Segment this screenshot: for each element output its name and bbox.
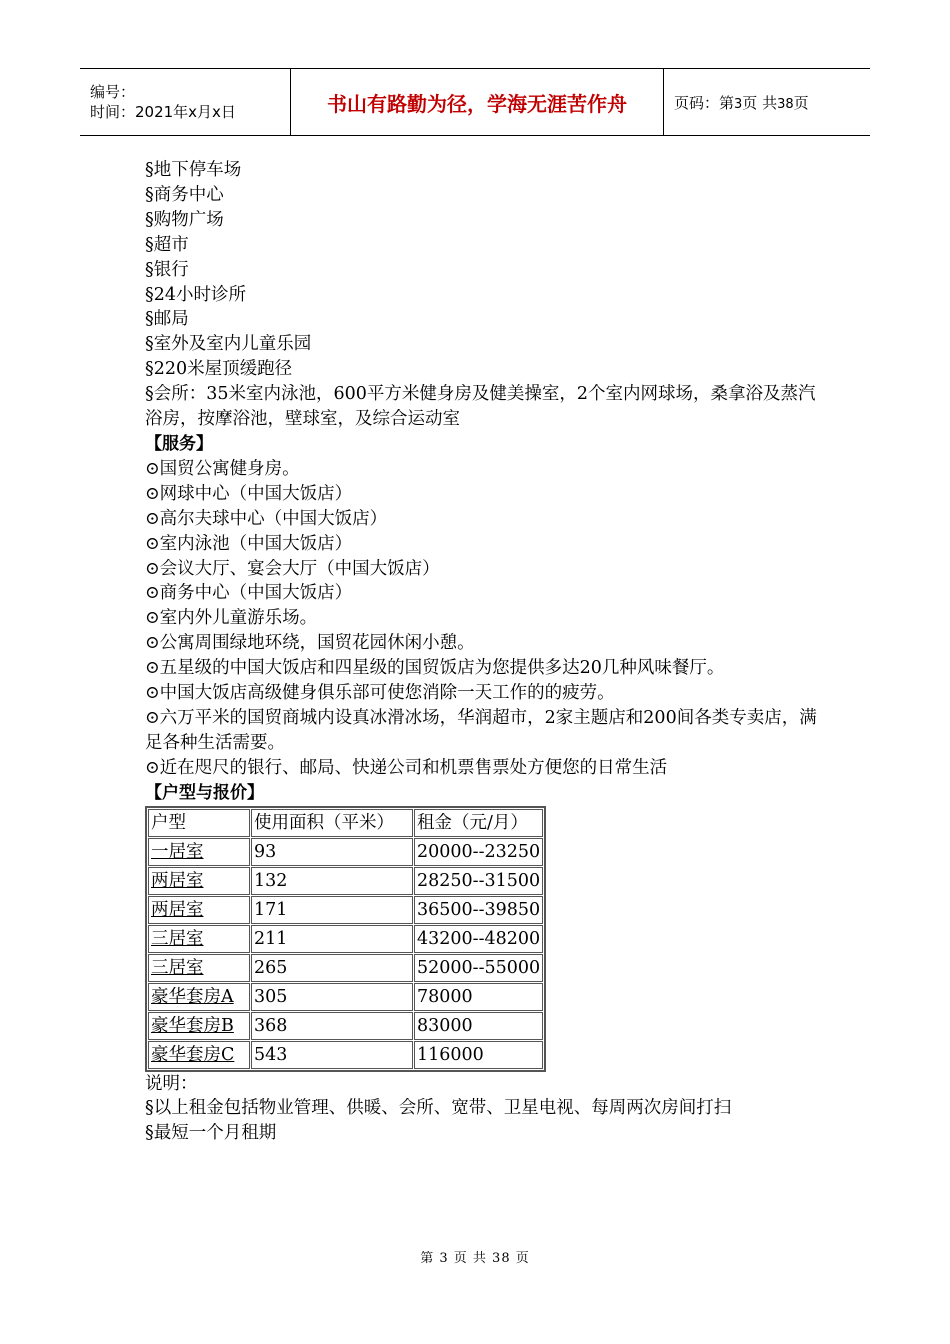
doc-time-label: 时间：2021年x月x日 [90, 103, 236, 121]
table-row [148, 1012, 543, 1040]
note-item: §以上租金包括物业管理、供暖、会所、宽带、卫星电视、每周两次房间打扫 [145, 1098, 732, 1119]
unit-type-link[interactable]: 三居室 [148, 954, 250, 982]
area-cell: 93 [251, 838, 413, 866]
page-end-label: 页 [793, 93, 809, 112]
rent-cell: 36500--39850 [414, 896, 543, 924]
unit-type-link[interactable]: 豪华套房B [148, 1012, 250, 1040]
table-row [148, 983, 543, 1011]
service-item: ⊙中国大饭店高级健身俱乐部可使您消除一天工作的的疲劳。 [145, 683, 615, 704]
note-item: §最短一个月租期 [145, 1123, 277, 1144]
table-row [148, 954, 543, 982]
services-heading: 【服务】 [145, 433, 213, 454]
rent-cell: 116000 [414, 1041, 543, 1069]
service-item: ⊙商务中心（中国大饭店） [145, 583, 353, 604]
area-cell: 305 [251, 983, 413, 1011]
facility-item-clubhouse: §会所：35米室内泳池，600平方米健身房及健美操室，2个室内网球场，桑拿浴及蒸汽浴房，按摩浴池，壁球室，及综合运动室 [145, 384, 816, 430]
rent-cell: 52000--55000 [414, 954, 543, 982]
header-motto: 书山有路勤为径，学海无涯苦作舟 [291, 69, 664, 136]
facility-item: §购物广场 [145, 209, 224, 230]
document-body [145, 158, 825, 1146]
table-row [148, 1041, 543, 1069]
column-header-area: 使用面积（平米） [251, 809, 413, 837]
table-row [148, 867, 543, 895]
unit-type-link[interactable]: 豪华套房C [148, 1041, 250, 1069]
area-cell: 265 [251, 954, 413, 982]
service-item: ⊙五星级的中国大饭店和四星级的国贸饭店为您提供多达20几种风味餐厅。 [145, 658, 725, 679]
notes-label: 说明： [145, 1073, 198, 1094]
page-total: 38 [777, 96, 794, 112]
service-item: ⊙国贸公寓健身房。 [145, 458, 300, 479]
page-footer: 第 3 页 共 38 页 [420, 1251, 530, 1266]
area-cell: 368 [251, 1012, 413, 1040]
page-label: 页码：第 [674, 93, 735, 112]
rent-cell: 20000--23250 [414, 838, 543, 866]
table-row [148, 925, 543, 953]
area-cell: 211 [251, 925, 413, 953]
column-header-unit-type: 户型 [148, 809, 250, 837]
table-header-row [148, 809, 543, 837]
facility-item: §银行 [145, 259, 189, 280]
service-item: ⊙高尔夫球中心（中国大饭店） [145, 508, 388, 529]
price-table [145, 806, 546, 1072]
unit-type-link[interactable]: 一居室 [148, 838, 250, 866]
service-item: ⊙六万平米的国贸商城内设真冰滑冰场，华润超市，2家主题店和200间各类专卖店，满足各种生活需要。 [145, 707, 817, 753]
facility-item: §地下停车场 [145, 160, 242, 180]
area-cell: 543 [251, 1041, 413, 1069]
service-item: ⊙室内泳池（中国大饭店） [145, 533, 353, 554]
facility-item: §商务中心 [145, 184, 224, 205]
column-header-rent: 租金（元/月） [414, 809, 543, 837]
facility-item: §超市 [145, 234, 189, 255]
facility-item: §室外及室内儿童乐园 [145, 334, 312, 355]
table-row [148, 838, 543, 866]
table-row [148, 896, 543, 924]
service-item: ⊙近在咫尺的银行、邮局、快递公司和机票售票处方便您的日常生活 [145, 757, 668, 778]
service-item: ⊙会议大厅、宴会大厅（中国大饭店） [145, 558, 440, 579]
header-meta [80, 69, 291, 136]
page-mid-label: 页 共 [742, 93, 778, 112]
service-item: ⊙公寓周围绿地环绕，国贸花园休闲小憩。 [145, 633, 475, 654]
facility-item: §24小时诊所 [145, 284, 247, 305]
area-cell: 132 [251, 867, 413, 895]
unit-type-link[interactable]: 两居室 [148, 867, 250, 895]
rent-cell: 28250--31500 [414, 867, 543, 895]
page-header [80, 68, 870, 136]
header-page-info [664, 69, 871, 136]
unit-type-link[interactable]: 两居室 [148, 896, 250, 924]
rent-cell: 43200--48200 [414, 925, 543, 953]
rent-cell: 83000 [414, 1012, 543, 1040]
service-item: ⊙网球中心（中国大饭店） [145, 483, 353, 504]
unit-type-link[interactable]: 豪华套房A [148, 983, 250, 1011]
page-number: 3 [734, 96, 743, 112]
rent-cell: 78000 [414, 983, 543, 1011]
doc-number-label: 编号： [90, 83, 136, 101]
service-item: ⊙室内外儿童游乐场。 [145, 608, 318, 629]
facility-item: §220米屋顶缓跑径 [145, 359, 293, 380]
unit-type-link[interactable]: 三居室 [148, 925, 250, 953]
area-cell: 171 [251, 896, 413, 924]
facility-item: §邮局 [145, 309, 189, 330]
pricing-heading: 【户型与报价】 [145, 782, 264, 803]
